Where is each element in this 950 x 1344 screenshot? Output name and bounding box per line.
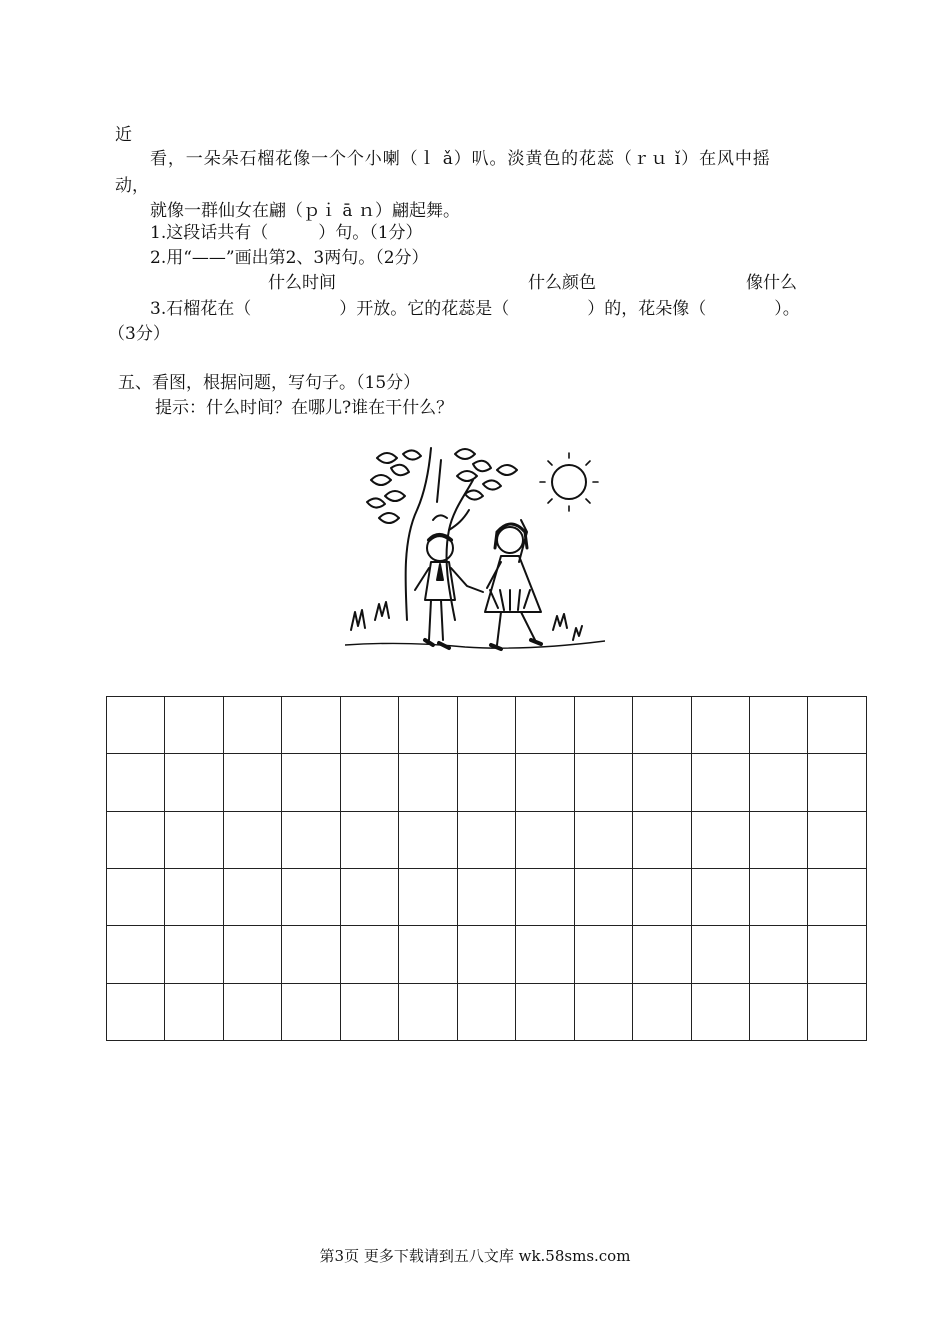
grid-cell[interactable]	[165, 697, 223, 754]
grid-cell[interactable]	[749, 697, 807, 754]
grid-cell[interactable]	[282, 983, 340, 1040]
grid-cell[interactable]	[282, 811, 340, 868]
grid-cell[interactable]	[457, 868, 515, 925]
grid-cell[interactable]	[633, 983, 691, 1040]
grid-cell[interactable]	[691, 697, 749, 754]
question-3	[150, 299, 800, 319]
grid-cell[interactable]	[574, 697, 632, 754]
grid-cell[interactable]	[457, 754, 515, 811]
grid-cell[interactable]	[399, 983, 457, 1040]
passage-line-2: 看，一朵朵石榴花像一个个小喇（ｌ ǎ）叭。淡黄色的花蕊（ｒｕ ǐ）在风中摇	[150, 149, 771, 169]
passage-line-3: 动，	[115, 176, 149, 196]
hint-label-color: 什么颜色	[528, 273, 596, 293]
grid-cell[interactable]	[516, 697, 574, 754]
grid-cell[interactable]	[574, 811, 632, 868]
section-5-title: 五、看图，根据问题，写句子。（15分）	[118, 373, 421, 393]
question-3-text-c: ）的，花朵像（	[587, 299, 707, 319]
grid-cell[interactable]	[165, 868, 223, 925]
passage-line-4: 就像一群仙女在翩（ｐｉ ā ｎ）翩起舞。	[150, 201, 460, 221]
hint-label-time: 什么时间	[268, 273, 336, 293]
grid-cell[interactable]	[399, 926, 457, 983]
question-1	[150, 223, 423, 243]
grid-cell[interactable]	[574, 926, 632, 983]
grid-cell[interactable]	[808, 811, 867, 868]
grid-cell[interactable]	[165, 983, 223, 1040]
question-1-text-b: ）句。（1分）	[318, 223, 423, 243]
grid-row	[107, 811, 867, 868]
grid-cell[interactable]	[808, 983, 867, 1040]
grid-cell[interactable]	[107, 754, 165, 811]
grid-cell[interactable]	[340, 868, 398, 925]
question-3-text-d: ）。	[774, 299, 800, 319]
grid-cell[interactable]	[574, 868, 632, 925]
grid-cell[interactable]	[691, 754, 749, 811]
grid-cell[interactable]	[749, 754, 807, 811]
grid-cell[interactable]	[223, 868, 281, 925]
grid-cell[interactable]	[749, 926, 807, 983]
grid-cell[interactable]	[340, 926, 398, 983]
grid-cell[interactable]	[749, 983, 807, 1040]
grid-cell[interactable]	[691, 926, 749, 983]
grid-cell[interactable]	[691, 811, 749, 868]
grid-cell[interactable]	[457, 926, 515, 983]
grid-cell[interactable]	[574, 754, 632, 811]
grid-cell[interactable]	[399, 868, 457, 925]
grid-cell[interactable]	[282, 868, 340, 925]
grid-cell[interactable]	[399, 754, 457, 811]
grid-cell[interactable]	[808, 697, 867, 754]
grid-cell[interactable]	[223, 926, 281, 983]
grid-cell[interactable]	[107, 983, 165, 1040]
grid-cell[interactable]	[633, 811, 691, 868]
grid-cell[interactable]	[399, 811, 457, 868]
grid-cell[interactable]	[165, 926, 223, 983]
writing-grid[interactable]	[106, 696, 867, 1041]
grid-cell[interactable]	[107, 868, 165, 925]
question-2: 2.用“——”画出第2、3两句。（2分）	[150, 248, 429, 268]
grid-cell[interactable]	[574, 983, 632, 1040]
grid-cell[interactable]	[457, 811, 515, 868]
grid-cell[interactable]	[223, 983, 281, 1040]
grid-cell[interactable]	[749, 868, 807, 925]
grid-cell[interactable]	[107, 811, 165, 868]
question-3-score: （3分）	[108, 324, 170, 344]
grid-cell[interactable]	[808, 926, 867, 983]
grid-cell[interactable]	[516, 754, 574, 811]
grid-cell[interactable]	[165, 754, 223, 811]
grid-row	[107, 926, 867, 983]
grid-cell[interactable]	[282, 926, 340, 983]
grid-cell[interactable]	[633, 868, 691, 925]
grid-cell[interactable]	[633, 754, 691, 811]
grid-cell[interactable]	[633, 926, 691, 983]
grid-cell[interactable]	[340, 983, 398, 1040]
grid-row	[107, 754, 867, 811]
grid-cell[interactable]	[340, 754, 398, 811]
grid-cell[interactable]	[223, 754, 281, 811]
grid-cell[interactable]	[340, 697, 398, 754]
grid-cell[interactable]	[165, 811, 223, 868]
grid-row	[107, 983, 867, 1040]
grid-cell[interactable]	[691, 868, 749, 925]
grid-cell[interactable]	[107, 926, 165, 983]
grid-cell[interactable]	[282, 754, 340, 811]
illustration-two-children-under-tree-sun-icon	[345, 440, 605, 675]
grid-cell[interactable]	[457, 697, 515, 754]
grid-cell[interactable]	[282, 697, 340, 754]
passage-line-1: 近	[115, 125, 132, 145]
grid-row	[107, 697, 867, 754]
grid-cell[interactable]	[749, 811, 807, 868]
grid-cell[interactable]	[223, 811, 281, 868]
grid-cell[interactable]	[340, 811, 398, 868]
hint-label-like: 像什么	[746, 273, 797, 293]
grid-cell[interactable]	[808, 868, 867, 925]
grid-cell[interactable]	[516, 868, 574, 925]
grid-cell[interactable]	[516, 926, 574, 983]
grid-cell[interactable]	[633, 697, 691, 754]
question-1-text-a: 1.这段话共有（	[150, 223, 269, 243]
grid-cell[interactable]	[691, 983, 749, 1040]
question-3-text-a: 3.石榴花在（	[150, 299, 252, 319]
grid-row	[107, 868, 867, 925]
grid-cell[interactable]	[223, 697, 281, 754]
question-3-text-b: ）开放。它的花蕊是（	[339, 299, 510, 319]
grid-cell[interactable]	[457, 983, 515, 1040]
grid-cell[interactable]	[107, 697, 165, 754]
section-5-hint: 提示：什么时间？在哪儿?谁在干什么？	[155, 398, 454, 418]
page-footer: 第3页 更多下载请到五八文库 wk.58sms.com	[319, 1247, 631, 1265]
grid-cell[interactable]	[516, 983, 574, 1040]
grid-cell[interactable]	[399, 697, 457, 754]
grid-cell[interactable]	[516, 811, 574, 868]
grid-cell[interactable]	[808, 754, 867, 811]
